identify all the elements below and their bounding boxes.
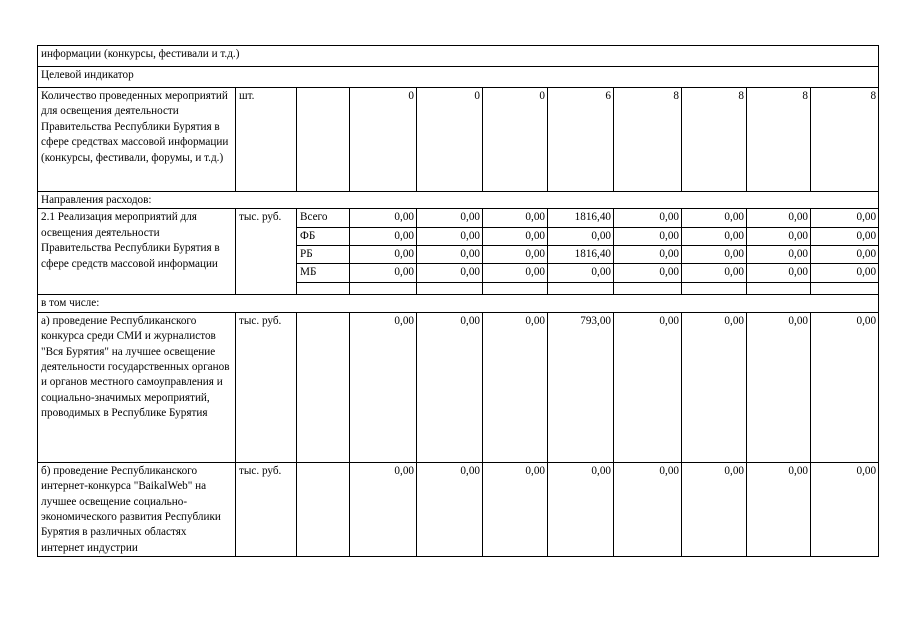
program-table xyxy=(37,45,879,557)
value-cell: 0,00 xyxy=(747,264,811,283)
value-cell: 0,00 xyxy=(811,264,879,283)
section-heading-including: в том числе: xyxy=(38,295,879,312)
empty-cell xyxy=(350,283,417,295)
empty-cell xyxy=(297,283,350,295)
empty-cell xyxy=(747,283,811,295)
value-cell: 793,00 xyxy=(548,312,614,462)
value-cell: 8 xyxy=(747,88,811,192)
value-cell: 0,00 xyxy=(350,312,417,462)
value-cell: 8 xyxy=(614,88,682,192)
value-cell: 0,00 xyxy=(682,462,747,556)
value-cell: 0,00 xyxy=(417,462,483,556)
source-cell xyxy=(297,312,350,462)
table-row xyxy=(38,67,879,88)
unit-cell: тыс. руб. xyxy=(236,209,297,295)
table-row xyxy=(38,209,879,228)
value-cell: 0,00 xyxy=(483,209,548,228)
value-cell: 0 xyxy=(350,88,417,192)
value-cell: 0,00 xyxy=(483,246,548,264)
empty-cell xyxy=(417,283,483,295)
value-cell: 0,00 xyxy=(747,312,811,462)
value-cell: 0,00 xyxy=(811,462,879,556)
source-cell: ФБ xyxy=(297,228,350,246)
value-cell: 0,00 xyxy=(747,228,811,246)
unit-cell: шт. xyxy=(236,88,297,192)
value-cell: 0,00 xyxy=(417,228,483,246)
value-cell: 0,00 xyxy=(811,209,879,228)
value-cell: 0,00 xyxy=(614,264,682,283)
value-cell: 0,00 xyxy=(682,264,747,283)
measure-name: 2.1 Реализация мероприятий для освещения деятельности Правительства Республики Бурятия в сфере средств массовой информации xyxy=(38,209,236,295)
value-cell: 0,00 xyxy=(614,312,682,462)
unit-cell: тыс. руб. xyxy=(236,462,297,556)
unit-cell: тыс. руб. xyxy=(236,312,297,462)
value-cell: 0,00 xyxy=(548,228,614,246)
source-cell: Всего xyxy=(297,209,350,228)
table-row xyxy=(38,462,879,556)
source-cell: РБ xyxy=(297,246,350,264)
value-cell: 0,00 xyxy=(682,209,747,228)
empty-cell xyxy=(614,283,682,295)
source-cell: МБ xyxy=(297,264,350,283)
value-cell: 0,00 xyxy=(350,462,417,556)
value-cell: 0,00 xyxy=(417,209,483,228)
value-cell: 0,00 xyxy=(548,264,614,283)
value-cell: 0,00 xyxy=(682,312,747,462)
value-cell: 0,00 xyxy=(548,462,614,556)
source-cell xyxy=(297,462,350,556)
value-cell: 0,00 xyxy=(350,246,417,264)
value-cell: 0,00 xyxy=(747,462,811,556)
value-cell: 0 xyxy=(417,88,483,192)
value-cell: 0,00 xyxy=(811,312,879,462)
empty-cell xyxy=(682,283,747,295)
value-cell: 0,00 xyxy=(483,228,548,246)
table-row xyxy=(38,192,879,209)
value-cell: 0,00 xyxy=(614,462,682,556)
value-cell: 0,00 xyxy=(483,264,548,283)
empty-cell xyxy=(811,283,879,295)
indicator-name: Количество проведенных мероприятий для освещения деятельности Правительства Республики Бурятия в сфере средствах массовой информации (конкурсы, фестивали, форумы, и т.д.) xyxy=(38,88,236,192)
section-heading-expenses: Направления расходов: xyxy=(38,192,879,209)
value-cell: 0,00 xyxy=(417,312,483,462)
value-cell: 0,00 xyxy=(614,209,682,228)
value-cell: 0,00 xyxy=(417,264,483,283)
value-cell: 0,00 xyxy=(682,246,747,264)
value-cell: 0,00 xyxy=(483,312,548,462)
row-text: информации (конкурсы, фестивали и т.д.) xyxy=(38,46,879,67)
value-cell: 0,00 xyxy=(811,228,879,246)
value-cell: 0,00 xyxy=(614,228,682,246)
table-row xyxy=(38,295,879,312)
value-cell: 0,00 xyxy=(811,246,879,264)
table-row xyxy=(38,46,879,67)
table-row xyxy=(38,312,879,462)
measure-name: б) проведение Республиканского интернет-конкурса "BaikalWeb" на лучшее освещение социально-экономического развития Республики Бурятия в различных областях интернет индустрии xyxy=(38,462,236,556)
value-cell: 1816,40 xyxy=(548,209,614,228)
value-cell: 0,00 xyxy=(682,228,747,246)
empty-cell xyxy=(483,283,548,295)
measure-name: а) проведение Республиканского конкурса среди СМИ и журналистов "Вся Бурятия" на лучшее освещение деятельности государственных органов и органов местного самоуправления и социально-значимых мероприятий, проводимых в Республике Бурятия xyxy=(38,312,236,462)
value-cell: 0,00 xyxy=(350,228,417,246)
value-cell: 1816,40 xyxy=(548,246,614,264)
table-row xyxy=(38,88,879,192)
value-cell: 8 xyxy=(682,88,747,192)
empty-cell xyxy=(548,283,614,295)
value-cell: 0,00 xyxy=(417,246,483,264)
value-cell: 0,00 xyxy=(614,246,682,264)
value-cell: 0,00 xyxy=(350,209,417,228)
section-heading-target-indicator: Целевой индикатор xyxy=(38,67,879,88)
value-cell: 6 xyxy=(548,88,614,192)
source-cell xyxy=(297,88,350,192)
value-cell: 0 xyxy=(483,88,548,192)
value-cell: 0,00 xyxy=(483,462,548,556)
value-cell: 0,00 xyxy=(747,209,811,228)
value-cell: 0,00 xyxy=(350,264,417,283)
value-cell: 8 xyxy=(811,88,879,192)
value-cell: 0,00 xyxy=(747,246,811,264)
